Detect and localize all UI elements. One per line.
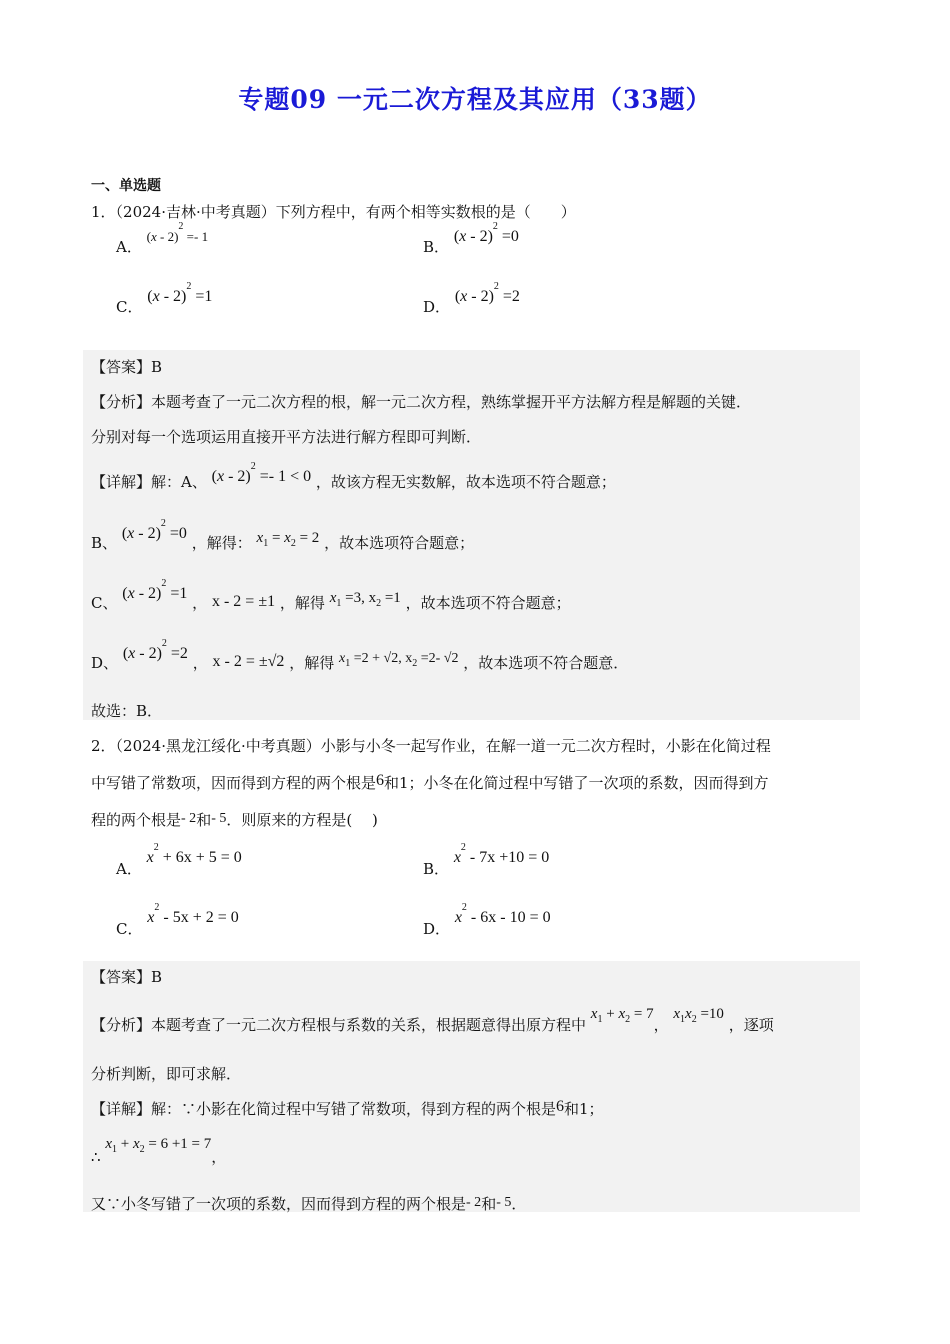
q1-detail-d-expr: =2 (170, 645, 188, 662)
q1-detail-d-mid2: ，解得 (289, 654, 335, 672)
q1-detail-b-math: (x - 2)$^2$ =0 (121, 518, 187, 542)
page-title: 专题09 一元二次方程及其应用（33题） (238, 85, 712, 114)
q2-analysis-line1 (91, 1006, 774, 1037)
q1-option-c-expr: =1 (195, 288, 213, 305)
q1-detail-d (91, 638, 629, 675)
q2-analysis-line2: 分析判断，即可求解． (91, 1065, 242, 1083)
q1-detail-d-suffix: ，故本选项不符合题意． (463, 654, 629, 672)
q2-option-d-expr: - 6x - 10 = 0 (470, 909, 551, 926)
q2-detail2-comma: ， (211, 1148, 227, 1166)
q1-detail-d-sol: =2 + √2, x (353, 651, 413, 666)
q1-conclusion: 故选：B． (91, 702, 163, 720)
q2-answer: 【答案】B (91, 968, 163, 986)
q2-analysis-product: $x_1x_2 =10$ (673, 1006, 724, 1025)
q1-detail-c-prefix: C、 (91, 594, 118, 612)
q1-detail-c-math: (x - 2)$^2$ =1 (122, 578, 188, 602)
q1-option-a-label: A． (116, 238, 142, 256)
q1-option-b-expr: =0 (501, 228, 519, 245)
q2-detail1-c: 和1； (564, 1100, 604, 1118)
q2-stem-line2-b: 6 (376, 772, 385, 789)
q2-stem-line3-c: 和 (196, 811, 212, 829)
q1-detail-d-eq: x - 2 = ±√2 (212, 653, 285, 670)
q2-analysis-b: ，逐项 (728, 1016, 774, 1034)
q1-detail-d-sol2: =2- √2 (420, 651, 459, 666)
q2-detail-line2 (91, 1136, 227, 1169)
q1-option-c-label: C． (116, 298, 143, 316)
q2-analysis-comma: ， (653, 1016, 669, 1034)
q2-option-a (116, 842, 242, 879)
q1-option-d (423, 281, 520, 317)
q1-option-b-math: (x - 2)$^2$ =0 (453, 221, 519, 245)
q2-option-c (116, 902, 239, 939)
q2-option-b-label: B． (423, 860, 450, 878)
q1-detail-c-sol: =3, x (345, 590, 377, 606)
q2-detail2-expr: = 6 +1 = 7 (148, 1136, 212, 1152)
q1-detail-c-solution: $x_1 =3$, $x_2 =1$ (329, 590, 401, 609)
q1-detail-c-mid1: ， (192, 594, 208, 612)
q2-detail-line1 (91, 1098, 604, 1119)
q1-detail-a-suffix: ，故该方程无实数解，故本选项不符合题意； (315, 473, 616, 491)
q1-detail-a-prefix: 【详解】解：A、 (91, 473, 207, 491)
q2-stem-line3-e: ．则原来的方程是( ) (226, 811, 378, 829)
q1-detail-a-math: (x - 2)$^2$ =- 1 < 0 (211, 461, 312, 485)
q2-option-c-math: $x^2 - 5x + 2 = 0$ (147, 902, 239, 926)
q1-answer: 【答案】B (91, 358, 163, 376)
q1-detail-c-expr: =1 (170, 585, 188, 602)
q1-detail-a-expr: =- 1 < 0 (259, 468, 312, 485)
q2-therefore-symbol: ∴ (91, 1148, 101, 1166)
q1-detail-b-solution: $x_1 = x_2 = 2$ (256, 530, 320, 549)
q1-detail-c (91, 578, 571, 615)
q1-option-a-math: (x - 2)$^2$ =- 1 (146, 221, 209, 244)
q1-detail-d-solution: $x_1 =2 + √2$, $x_2 =2-$ √2 (339, 651, 459, 669)
q1-detail-b-prefix: B、 (91, 534, 118, 552)
q2-stem-line3-a: 程的两个根是 (91, 811, 182, 829)
q2-solution-box (83, 961, 860, 1212)
q1-detail-b-expr: =0 (169, 525, 187, 542)
q2-stem-line2-a: 中写错了常数项，因而得到方程的两个根是 (91, 774, 377, 792)
q1-detail-d-math: (x - 2)$^2$ =2 (122, 638, 188, 662)
q2-option-d-label: D． (423, 920, 451, 938)
q1-option-a (116, 221, 209, 257)
q1-detail-b-sol: = 2 (299, 530, 320, 546)
q1-detail-b-mid: ，解得： (191, 534, 252, 552)
q1-option-c (116, 281, 213, 317)
section-heading: 一、单选题 (91, 178, 161, 194)
q1-option-b-label: B． (423, 238, 450, 256)
q2-option-b (423, 842, 550, 879)
q2-analysis-expr1: = 7 (633, 1006, 654, 1022)
q2-detail-line3 (91, 1193, 526, 1214)
q2-stem-line3-d: - 5 (211, 811, 227, 826)
q2-option-b-expr: - 7x +10 = 0 (469, 849, 550, 866)
q1-analysis-line2: 分别对每一个选项运用直接开平方法进行解方程即可判断． (91, 428, 482, 446)
q1-detail-c-suffix: ，故本选项不符合题意； (405, 594, 571, 612)
q2-detail1-b: 6 (556, 1098, 565, 1115)
q1-detail-b-suffix: ，故本选项符合题意； (324, 534, 475, 552)
q1-detail-c-eq: x - 2 = ±1 (211, 593, 276, 610)
q1-analysis-line1: 【分析】本题考查了一元二次方程的根，解一元二次方程，熟练掌握开平方法解方程是解题的关键． (91, 393, 752, 411)
q1-detail-c-mid2: ，解得 (279, 594, 325, 612)
q2-option-d (423, 902, 551, 939)
q2-stem-line3-b: - 2 (181, 811, 197, 826)
q1-detail-b (91, 518, 475, 555)
q1-detail-a (91, 461, 616, 492)
q2-analysis-a: 【分析】本题考查了一元二次方程根与系数的关系，根据题意得出原方程中 (91, 1016, 587, 1034)
q2-stem-line2-c: 和1；小冬在化简过程中写错了一次项的系数，因而得到方 (384, 774, 769, 792)
q2-stem-line3 (91, 809, 378, 830)
q2-option-c-expr: - 5x + 2 = 0 (163, 909, 239, 926)
q2-stem-line1: 2．（2024·黑龙江绥化·中考真题）小影与小冬一起写作业，在解一道一元二次方程时，小影在化简过程 (91, 737, 771, 755)
q1-option-a-expr: =- 1 (186, 229, 209, 244)
q2-option-a-math: $x^2 + 6x + 5 = 0$ (146, 842, 242, 866)
q1-detail-d-prefix: D、 (91, 654, 119, 672)
q1-detail-d-mid1: ， (192, 654, 208, 672)
q2-detail3-c: 和 (481, 1195, 497, 1213)
q2-option-b-math: $x^2 - 7x +10 = 0$ (453, 842, 550, 866)
q1-option-d-math: (x - 2)$^2$ =2 (454, 281, 520, 305)
q2-detail3-e: ． (511, 1195, 527, 1213)
q2-option-a-label: A． (116, 860, 142, 878)
q2-option-a-expr: + 6x + 5 = 0 (162, 849, 242, 866)
q2-stem-line2 (91, 772, 769, 793)
q2-detail3-d: - 5 (496, 1195, 512, 1210)
q1-option-b (423, 221, 519, 257)
q2-detail3-a: 又∵小冬写错了一次项的系数，因而得到方程的两个根是 (91, 1195, 467, 1213)
q2-option-c-label: C． (116, 920, 143, 938)
q2-analysis-expr2: =10 (700, 1006, 724, 1022)
q2-detail2-math: $x_1 + x_2 = 6 +1 = 7$ (105, 1136, 212, 1155)
q2-detail1-a: 【详解】解：∵小影在化简过程中写错了常数项，得到方程的两个根是 (91, 1100, 557, 1118)
q2-analysis-sum: $x_1 + x_2 = 7$ (590, 1006, 654, 1025)
q1-detail-c-sol2: =1 (384, 590, 401, 606)
q2-detail3-b: - 2 (466, 1195, 482, 1210)
q1-option-d-label: D． (423, 298, 451, 316)
q1-stem: 1．（2024·吉林·中考真题）下列方程中，有两个相等实数根的是（ ） (91, 203, 576, 221)
q1-option-c-math: (x - 2)$^2$ =1 (147, 281, 213, 305)
q1-option-d-expr: =2 (502, 288, 520, 305)
q2-option-d-math: $x^2 - 6x - 10 = 0$ (454, 902, 551, 926)
